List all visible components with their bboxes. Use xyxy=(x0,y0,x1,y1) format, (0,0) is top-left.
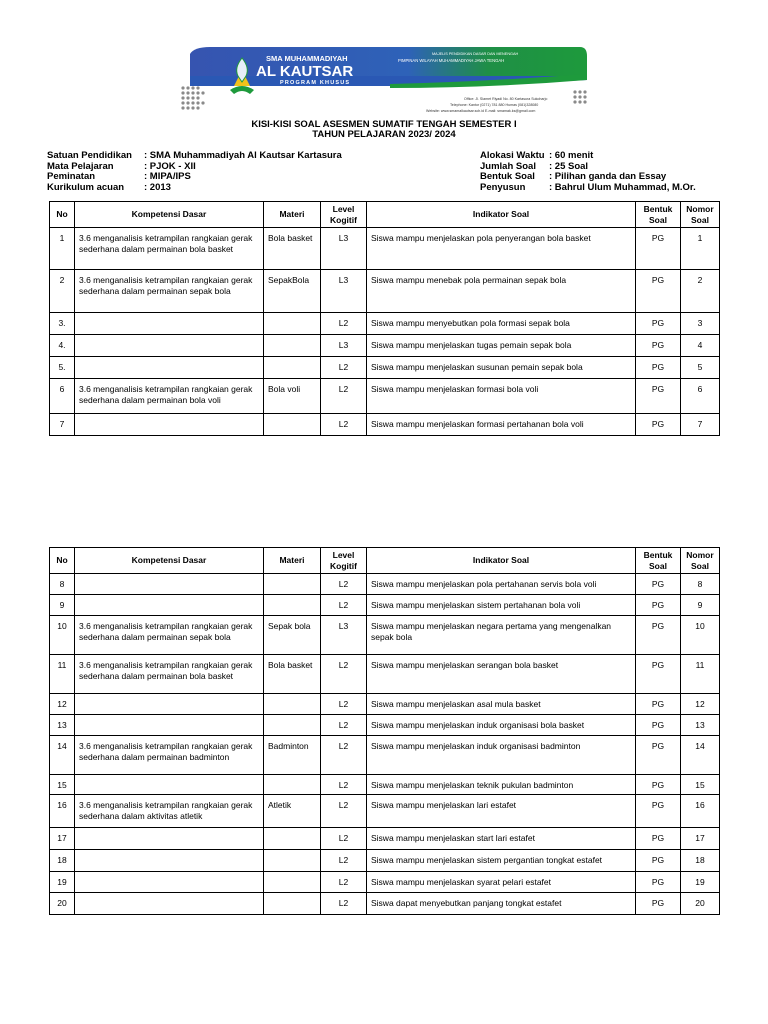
svg-text:Website: www.smamalkautsar.sch: Website: www.smamalkautsar.sch.id E-mail: smamak.ks@gmail.com xyxy=(426,109,536,113)
info-label: Satuan Pendidikan xyxy=(47,150,132,161)
col-level-line2: Kogitif xyxy=(330,560,357,571)
col-nomor xyxy=(681,548,720,574)
svg-text:Office: Jl. Slamet Riyadi No.: Office: Jl. Slamet Riyadi No. 80 Kartasura Sukoharjo xyxy=(464,97,548,101)
table-row xyxy=(50,736,720,775)
cell-indikator: Siswa mampu menjelaskan lari estafet xyxy=(367,795,636,828)
info-value: : 25 Soal xyxy=(549,160,589,172)
table-row xyxy=(50,313,720,335)
col-bentuk-line2: Soal xyxy=(649,214,667,225)
col-materi: Materi xyxy=(264,202,321,228)
cell-level: L2 xyxy=(321,414,367,436)
cell-kompetensi-dasar: 3.6 menganalisis ketrampilan rangkaian gerak sederhana dalam permainan badminton xyxy=(75,736,264,775)
table-row xyxy=(50,228,720,270)
cell-nomor-soal: 8 xyxy=(681,574,720,595)
cell-indikator: Siswa mampu menjelaskan sistem pergantian tongkat estafet xyxy=(367,850,636,872)
cell-kompetensi-dasar xyxy=(75,595,264,616)
svg-text:PROGRAM KHUSUS: PROGRAM KHUSUS xyxy=(280,80,351,86)
info-value: : SMA Muhammadiyah Al Kautsar Kartasura xyxy=(144,150,342,161)
cell-materi xyxy=(264,595,321,616)
cell-level: L2 xyxy=(321,828,367,850)
info-row xyxy=(480,172,696,183)
info-label: Penyusun xyxy=(480,181,526,193)
cell-nomor-soal: 19 xyxy=(681,872,720,893)
cell-kompetensi-dasar: 3.6 menganalisis ketrampilan rangkaian gerak sederhana dalam permainan bola voli xyxy=(75,379,264,414)
cell-nomor-soal: 16 xyxy=(681,795,720,828)
cell-materi xyxy=(264,335,321,357)
col-level-line2: Kogitif xyxy=(330,214,357,225)
cell-nomor-soal: 14 xyxy=(681,736,720,775)
cell-indikator: Siswa mampu menjelaskan formasi bola voli xyxy=(367,379,636,414)
cell-no: 1 xyxy=(50,228,75,270)
cell-materi xyxy=(264,694,321,715)
cell-indikator: Siswa dapat menyebutkan panjang tongkat estafet xyxy=(367,893,636,915)
info-label: Mata Pelajaran xyxy=(47,160,114,172)
table-row xyxy=(50,850,720,872)
col-no: No xyxy=(50,202,75,228)
cell-bentuk-soal: PG xyxy=(636,313,681,335)
cell-no: 12 xyxy=(50,694,75,715)
identity-right xyxy=(480,151,696,193)
cell-no: 3. xyxy=(50,313,75,335)
cell-materi: Atletik xyxy=(264,795,321,828)
cell-indikator: Siswa mampu menjelaskan susunan pemain sepak bola xyxy=(367,357,636,379)
school-banner xyxy=(180,46,588,114)
cell-nomor-soal: 6 xyxy=(681,379,720,414)
col-level-line1: Level xyxy=(332,550,355,560)
cell-kompetensi-dasar xyxy=(75,893,264,915)
cell-level: L2 xyxy=(321,574,367,595)
cell-bentuk-soal: PG xyxy=(636,574,681,595)
info-value: : Bahrul Ulum Muhammad, M.Or. xyxy=(549,181,696,193)
cell-level: L3 xyxy=(321,335,367,357)
cell-bentuk-soal: PG xyxy=(636,893,681,915)
table-row xyxy=(50,775,720,795)
col-kompetensi-dasar: Kompetensi Dasar xyxy=(75,202,264,228)
table-row xyxy=(50,574,720,595)
cell-bentuk-soal: PG xyxy=(636,694,681,715)
cell-kompetensi-dasar: 3.6 menganalisis ketrampilan rangkaian gerak sederhana dalam permainan sepak bola xyxy=(75,616,264,655)
document-title: KISI-KISI SOAL ASESMEN SUMATIF TENGAH SEMESTER I xyxy=(251,119,517,130)
info-row xyxy=(480,151,696,162)
col-no: No xyxy=(50,548,75,574)
cell-level: L2 xyxy=(321,872,367,893)
cell-nomor-soal: 18 xyxy=(681,850,720,872)
cell-kompetensi-dasar xyxy=(75,694,264,715)
cell-materi xyxy=(264,414,321,436)
cell-indikator: Siswa mampu menjelaskan syarat pelari estafet xyxy=(367,872,636,893)
table-row xyxy=(50,595,720,616)
cell-bentuk-soal: PG xyxy=(636,414,681,436)
info-value: : 2013 xyxy=(144,181,171,193)
cell-indikator: Siswa mampu menjelaskan pola pertahanan servis bola voli xyxy=(367,574,636,595)
cell-materi xyxy=(264,313,321,335)
cell-kompetensi-dasar xyxy=(75,850,264,872)
info-value: : MIPA/IPS xyxy=(144,171,191,182)
svg-text:PIMPINAN WILAYAH MUHAMMADIYAH: PIMPINAN WILAYAH MUHAMMADIYAH JAWA TENGAH xyxy=(398,58,505,63)
table-row xyxy=(50,616,720,655)
table-row xyxy=(50,872,720,893)
cell-level: L2 xyxy=(321,736,367,775)
col-indikator: Indikator Soal xyxy=(367,548,636,574)
cell-kompetensi-dasar xyxy=(75,715,264,736)
kisi-table-1 xyxy=(49,201,720,436)
cell-bentuk-soal: PG xyxy=(636,872,681,893)
cell-bentuk-soal: PG xyxy=(636,270,681,313)
cell-no: 13 xyxy=(50,715,75,736)
cell-level: L2 xyxy=(321,379,367,414)
table-row xyxy=(50,715,720,736)
academic-year: TAHUN PELAJARAN 2023/ 2024 xyxy=(312,129,456,140)
cell-nomor-soal: 5 xyxy=(681,357,720,379)
cell-materi: Bola voli xyxy=(264,379,321,414)
info-row xyxy=(47,172,342,183)
col-materi: Materi xyxy=(264,548,321,574)
cell-no: 5. xyxy=(50,357,75,379)
col-indikator: Indikator Soal xyxy=(367,202,636,228)
cell-bentuk-soal: PG xyxy=(636,335,681,357)
cell-bentuk-soal: PG xyxy=(636,228,681,270)
cell-indikator: Siswa mampu menjelaskan teknik pukulan badminton xyxy=(367,775,636,795)
col-nomor-line2: Soal xyxy=(691,214,709,225)
cell-nomor-soal: 10 xyxy=(681,616,720,655)
cell-bentuk-soal: PG xyxy=(636,616,681,655)
svg-text:MAJELIS PENDIDIKAN DASAR DAN M: MAJELIS PENDIDIKAN DASAR DAN MENENGAH xyxy=(432,52,519,56)
cell-bentuk-soal: PG xyxy=(636,828,681,850)
info-label: Peminatan xyxy=(47,171,96,182)
cell-no: 19 xyxy=(50,872,75,893)
cell-kompetensi-dasar: 3.6 menganalisis ketrampilan rangkaian gerak sederhana dalam aktivitas atletik xyxy=(75,795,264,828)
cell-kompetensi-dasar xyxy=(75,414,264,436)
info-value: : PJOK - XII xyxy=(144,160,196,172)
cell-no: 10 xyxy=(50,616,75,655)
col-bentuk xyxy=(636,548,681,574)
cell-no: 6 xyxy=(50,379,75,414)
cell-materi: Sepak bola xyxy=(264,616,321,655)
cell-level: L2 xyxy=(321,694,367,715)
cell-level: L3 xyxy=(321,228,367,270)
table-row xyxy=(50,379,720,414)
cell-bentuk-soal: PG xyxy=(636,795,681,828)
cell-nomor-soal: 9 xyxy=(681,595,720,616)
cell-level: L2 xyxy=(321,775,367,795)
cell-no: 15 xyxy=(50,775,75,795)
col-bentuk-line2: Soal xyxy=(649,560,667,571)
cell-nomor-soal: 13 xyxy=(681,715,720,736)
cell-indikator: Siswa mampu menjelaskan asal mula basket xyxy=(367,694,636,715)
info-value: : Pilihan ganda dan Essay xyxy=(549,171,667,182)
cell-bentuk-soal: PG xyxy=(636,379,681,414)
cell-bentuk-soal: PG xyxy=(636,736,681,775)
table-row xyxy=(50,893,720,915)
cell-level: L2 xyxy=(321,893,367,915)
cell-indikator: Siswa mampu menjelaskan sistem pertahanan bola voli xyxy=(367,595,636,616)
cell-no: 4. xyxy=(50,335,75,357)
table-header-row xyxy=(50,548,720,574)
col-bentuk-line1: Bentuk xyxy=(643,204,673,214)
cell-kompetensi-dasar xyxy=(75,828,264,850)
col-kompetensi-dasar: Kompetensi Dasar xyxy=(75,548,264,574)
cell-no: 7 xyxy=(50,414,75,436)
col-bentuk xyxy=(636,202,681,228)
col-level xyxy=(321,548,367,574)
cell-level: L2 xyxy=(321,715,367,736)
cell-kompetensi-dasar: 3.6 menganalisis ketrampilan rangkaian gerak sederhana dalam permainan bola basket xyxy=(75,655,264,694)
cell-materi: Badminton xyxy=(264,736,321,775)
cell-no: 9 xyxy=(50,595,75,616)
cell-level: L2 xyxy=(321,313,367,335)
cell-no: 17 xyxy=(50,828,75,850)
cell-materi xyxy=(264,850,321,872)
cell-nomor-soal: 11 xyxy=(681,655,720,694)
cell-level: L2 xyxy=(321,595,367,616)
info-value: : 60 menit xyxy=(549,150,594,161)
cell-kompetensi-dasar xyxy=(75,872,264,893)
cell-no: 16 xyxy=(50,795,75,828)
table-row xyxy=(50,828,720,850)
table-row xyxy=(50,270,720,313)
cell-materi xyxy=(264,828,321,850)
col-nomor xyxy=(681,202,720,228)
table-row xyxy=(50,357,720,379)
cell-indikator: Siswa mampu menjelaskan pola penyerangan bola basket xyxy=(367,228,636,270)
kisi-table-2 xyxy=(49,547,720,915)
cell-no: 20 xyxy=(50,893,75,915)
cell-indikator: Siswa mampu menjelaskan serangan bola basket xyxy=(367,655,636,694)
col-nomor-line1: Nomor xyxy=(686,550,714,560)
cell-no: 8 xyxy=(50,574,75,595)
table-row xyxy=(50,795,720,828)
cell-nomor-soal: 7 xyxy=(681,414,720,436)
cell-bentuk-soal: PG xyxy=(636,775,681,795)
cell-kompetensi-dasar xyxy=(75,775,264,795)
cell-level: L2 xyxy=(321,357,367,379)
cell-kompetensi-dasar xyxy=(75,357,264,379)
cell-nomor-soal: 1 xyxy=(681,228,720,270)
table-row xyxy=(50,655,720,694)
cell-indikator: Siswa mampu menjelaskan induk organisasi badminton xyxy=(367,736,636,775)
cell-indikator: Siswa mampu menjelaskan formasi pertahanan bola voli xyxy=(367,414,636,436)
cell-kompetensi-dasar xyxy=(75,335,264,357)
cell-bentuk-soal: PG xyxy=(636,850,681,872)
svg-text:AL KAUTSAR: AL KAUTSAR xyxy=(256,63,354,80)
cell-materi: SepakBola xyxy=(264,270,321,313)
cell-materi xyxy=(264,872,321,893)
info-row xyxy=(47,183,342,194)
info-label: Bentuk Soal xyxy=(480,171,535,182)
info-label: Alokasi Waktu xyxy=(480,150,545,161)
cell-materi xyxy=(264,715,321,736)
cell-no: 18 xyxy=(50,850,75,872)
info-label: Jumlah Soal xyxy=(480,160,536,172)
cell-nomor-soal: 4 xyxy=(681,335,720,357)
svg-text:SMA MUHAMMADIYAH: SMA MUHAMMADIYAH xyxy=(266,54,348,63)
cell-no: 14 xyxy=(50,736,75,775)
cell-materi xyxy=(264,357,321,379)
cell-kompetensi-dasar: 3.6 menganalisis ketrampilan rangkaian gerak sederhana dalam permainan sepak bola xyxy=(75,270,264,313)
cell-indikator: Siswa mampu menyebutkan pola formasi sepak bola xyxy=(367,313,636,335)
svg-text:Telephone: Kantor (0271) 781 8: Telephone: Kantor (0271) 781 880 Humas (081)328080 xyxy=(450,103,539,107)
cell-indikator: Siswa mampu menjelaskan induk organisasi bola basket xyxy=(367,715,636,736)
cell-level: L3 xyxy=(321,270,367,313)
table-row xyxy=(50,335,720,357)
cell-kompetensi-dasar xyxy=(75,313,264,335)
table-row xyxy=(50,694,720,715)
table-row xyxy=(50,414,720,436)
cell-indikator: Siswa mampu menjelaskan tugas pemain sepak bola xyxy=(367,335,636,357)
cell-bentuk-soal: PG xyxy=(636,595,681,616)
cell-materi xyxy=(264,775,321,795)
cell-kompetensi-dasar: 3.6 menganalisis ketrampilan rangkaian gerak sederhana dalam permainan bola basket xyxy=(75,228,264,270)
cell-indikator: Siswa mampu menjelaskan negara pertama yang mengenalkan sepak bola xyxy=(367,616,636,655)
table-header-row xyxy=(50,202,720,228)
cell-level: L3 xyxy=(321,616,367,655)
cell-bentuk-soal: PG xyxy=(636,715,681,736)
cell-indikator: Siswa mampu menjelaskan start lari estafet xyxy=(367,828,636,850)
cell-kompetensi-dasar xyxy=(75,574,264,595)
cell-nomor-soal: 20 xyxy=(681,893,720,915)
info-label: Kurikulum acuan xyxy=(47,181,125,193)
cell-indikator: Siswa mampu menebak pola permainan sepak bola xyxy=(367,270,636,313)
col-level xyxy=(321,202,367,228)
cell-bentuk-soal: PG xyxy=(636,655,681,694)
cell-materi xyxy=(264,893,321,915)
cell-no: 11 xyxy=(50,655,75,694)
cell-bentuk-soal: PG xyxy=(636,357,681,379)
cell-materi xyxy=(264,574,321,595)
cell-materi: Bola basket xyxy=(264,228,321,270)
cell-nomor-soal: 12 xyxy=(681,694,720,715)
cell-nomor-soal: 2 xyxy=(681,270,720,313)
identity-left xyxy=(47,151,342,193)
cell-nomor-soal: 15 xyxy=(681,775,720,795)
cell-level: L2 xyxy=(321,795,367,828)
cell-no: 2 xyxy=(50,270,75,313)
col-nomor-line2: Soal xyxy=(691,560,709,571)
cell-nomor-soal: 3 xyxy=(681,313,720,335)
cell-nomor-soal: 17 xyxy=(681,828,720,850)
info-row xyxy=(47,151,342,162)
info-row xyxy=(480,183,696,194)
col-level-line1: Level xyxy=(332,204,355,214)
cell-level: L2 xyxy=(321,655,367,694)
col-nomor-line1: Nomor xyxy=(686,204,714,214)
cell-level: L2 xyxy=(321,850,367,872)
cell-materi: Bola basket xyxy=(264,655,321,694)
col-bentuk-line1: Bentuk xyxy=(643,550,673,560)
